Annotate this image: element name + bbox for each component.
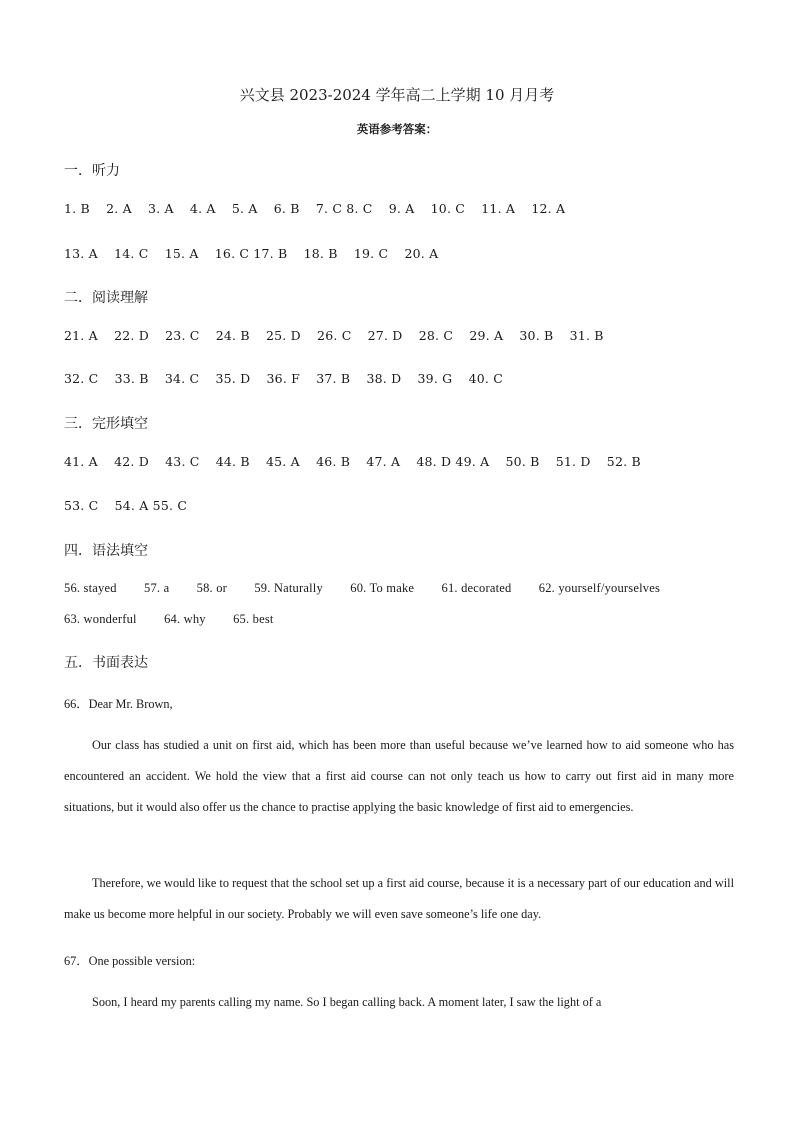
- answer-item: 16. C 17. B: [214, 246, 288, 261]
- section-heading-writing: 五．书面表达: [64, 655, 148, 671]
- section-heading-reading: 二．阅读理解: [64, 290, 148, 306]
- answer-item: 2. A: [106, 201, 132, 216]
- listening-answers-row-2: [64, 246, 438, 261]
- reading-answers-row-1: [64, 328, 604, 343]
- answer-item: 34. C: [164, 371, 200, 386]
- answer-item: 5. A: [231, 201, 258, 216]
- answer-item: 11. A: [481, 201, 516, 216]
- answer-item: 39. G: [417, 371, 453, 386]
- answer-item: 25. D: [265, 328, 301, 343]
- answer-item: 22. D: [114, 328, 149, 343]
- answer-item: 45. A: [265, 454, 300, 469]
- answer-item: 33. B: [114, 371, 149, 386]
- answer-item: 32. C: [64, 371, 99, 386]
- answer-item: 53. C: [64, 498, 99, 513]
- answer-item: 36. F: [266, 371, 301, 386]
- answer-item: 10. C: [430, 201, 466, 216]
- answer-item: 13. A: [64, 246, 98, 261]
- reading-answers-row-2: [64, 371, 503, 386]
- answer-item: 62. yourself/yourselves: [538, 581, 661, 595]
- answer-item: 3. A: [148, 201, 174, 216]
- q66-label: 66．Dear Mr. Brown,: [64, 697, 173, 711]
- grammar-answers-row-1: [64, 581, 660, 596]
- answer-item: 12. A: [531, 201, 566, 216]
- page-title: 兴文县 2023-2024 学年高二上学期 10 月月考: [239, 86, 555, 104]
- q66-paragraph-2: Therefore, we would like to request that the school set up a first aid course, because it is a necessary part of our education and will make us become more helpful in our society. Probably we will even save someone’s life one day.: [64, 876, 734, 921]
- answer-item: 41. A: [64, 454, 98, 469]
- answer-item: 63. wonderful: [64, 612, 137, 626]
- listening-answers-row-1: [64, 201, 565, 216]
- answer-item: 35. D: [215, 371, 251, 386]
- answer-item: 14. C: [114, 246, 149, 261]
- answer-item: 52. B: [606, 454, 641, 469]
- answer-item: 26. C: [317, 328, 352, 343]
- cloze-answers-row-1: [64, 454, 641, 469]
- answer-item: 44. B: [215, 454, 250, 469]
- page-subtitle: 英语参考答案：: [356, 122, 438, 136]
- answer-item: 40. C: [468, 371, 503, 386]
- answer-item: 29. A: [469, 328, 504, 343]
- answer-item: 1. B: [64, 201, 90, 216]
- answer-item: 43. C: [165, 454, 200, 469]
- grammar-answers-row-2: [64, 612, 298, 627]
- answer-item: 4. A: [189, 201, 216, 216]
- answer-item: 51. D: [555, 454, 591, 469]
- answer-item: 47. A: [366, 454, 401, 469]
- section-heading-grammar: 四．语法填空: [64, 543, 148, 559]
- answer-item: 46. B: [316, 454, 351, 469]
- answer-item: 24. B: [215, 328, 250, 343]
- answer-item: 28. C: [418, 328, 454, 343]
- answer-item: 21. A: [64, 328, 98, 343]
- answer-item: 42. D: [114, 454, 149, 469]
- answer-item: 59. Naturally: [254, 581, 323, 595]
- section-heading-listening: 一．听力: [64, 163, 120, 179]
- answer-item: 48. D 49. A: [416, 454, 490, 469]
- q66-paragraph-1: Our class has studied a unit on first aid, which has been more than useful because we’ve learned how to aid someone who has encountered an accident. We hold the view that a first aid course can not only teach us how to carry out first aid in many more situations, but it would also offer us the chance to practise applying the basic knowledge of first aid to emergencies.: [64, 738, 734, 814]
- answer-item: 37. B: [316, 371, 351, 386]
- answer-item: 54. A 55. C: [114, 498, 188, 513]
- cloze-answers-row-2: [64, 498, 187, 513]
- answer-item: 7. C 8. C: [315, 201, 373, 216]
- answer-item: 57. a: [144, 581, 170, 595]
- answer-item: 31. B: [569, 328, 604, 343]
- answer-item: 30. B: [519, 328, 554, 343]
- answer-item: 6. B: [273, 201, 300, 216]
- answer-item: 64. why: [164, 612, 206, 626]
- answer-item: 65. best: [233, 612, 274, 626]
- answer-item: 58. or: [196, 581, 228, 595]
- answer-item: 27. D: [367, 328, 403, 343]
- section-heading-cloze: 三．完形填空: [64, 416, 148, 432]
- answer-item: 20. A: [404, 246, 439, 261]
- answer-item: 23. C: [165, 328, 200, 343]
- answer-item: 15. A: [164, 246, 199, 261]
- answer-item: 56. stayed: [64, 581, 117, 595]
- q67-paragraph-1: Soon, I heard my parents calling my name. So I began calling back. A moment later, I saw the light of a: [92, 995, 602, 1009]
- q67-label: 67．One possible version:: [64, 954, 196, 968]
- answer-item: 18. B: [303, 246, 338, 261]
- answer-item: 61. decorated: [441, 581, 512, 595]
- answer-item: 60. To make: [350, 581, 415, 595]
- answer-item: 50. B: [505, 454, 540, 469]
- answer-item: 19. C: [353, 246, 389, 261]
- answer-item: 38. D: [366, 371, 402, 386]
- answer-item: 9. A: [388, 201, 415, 216]
